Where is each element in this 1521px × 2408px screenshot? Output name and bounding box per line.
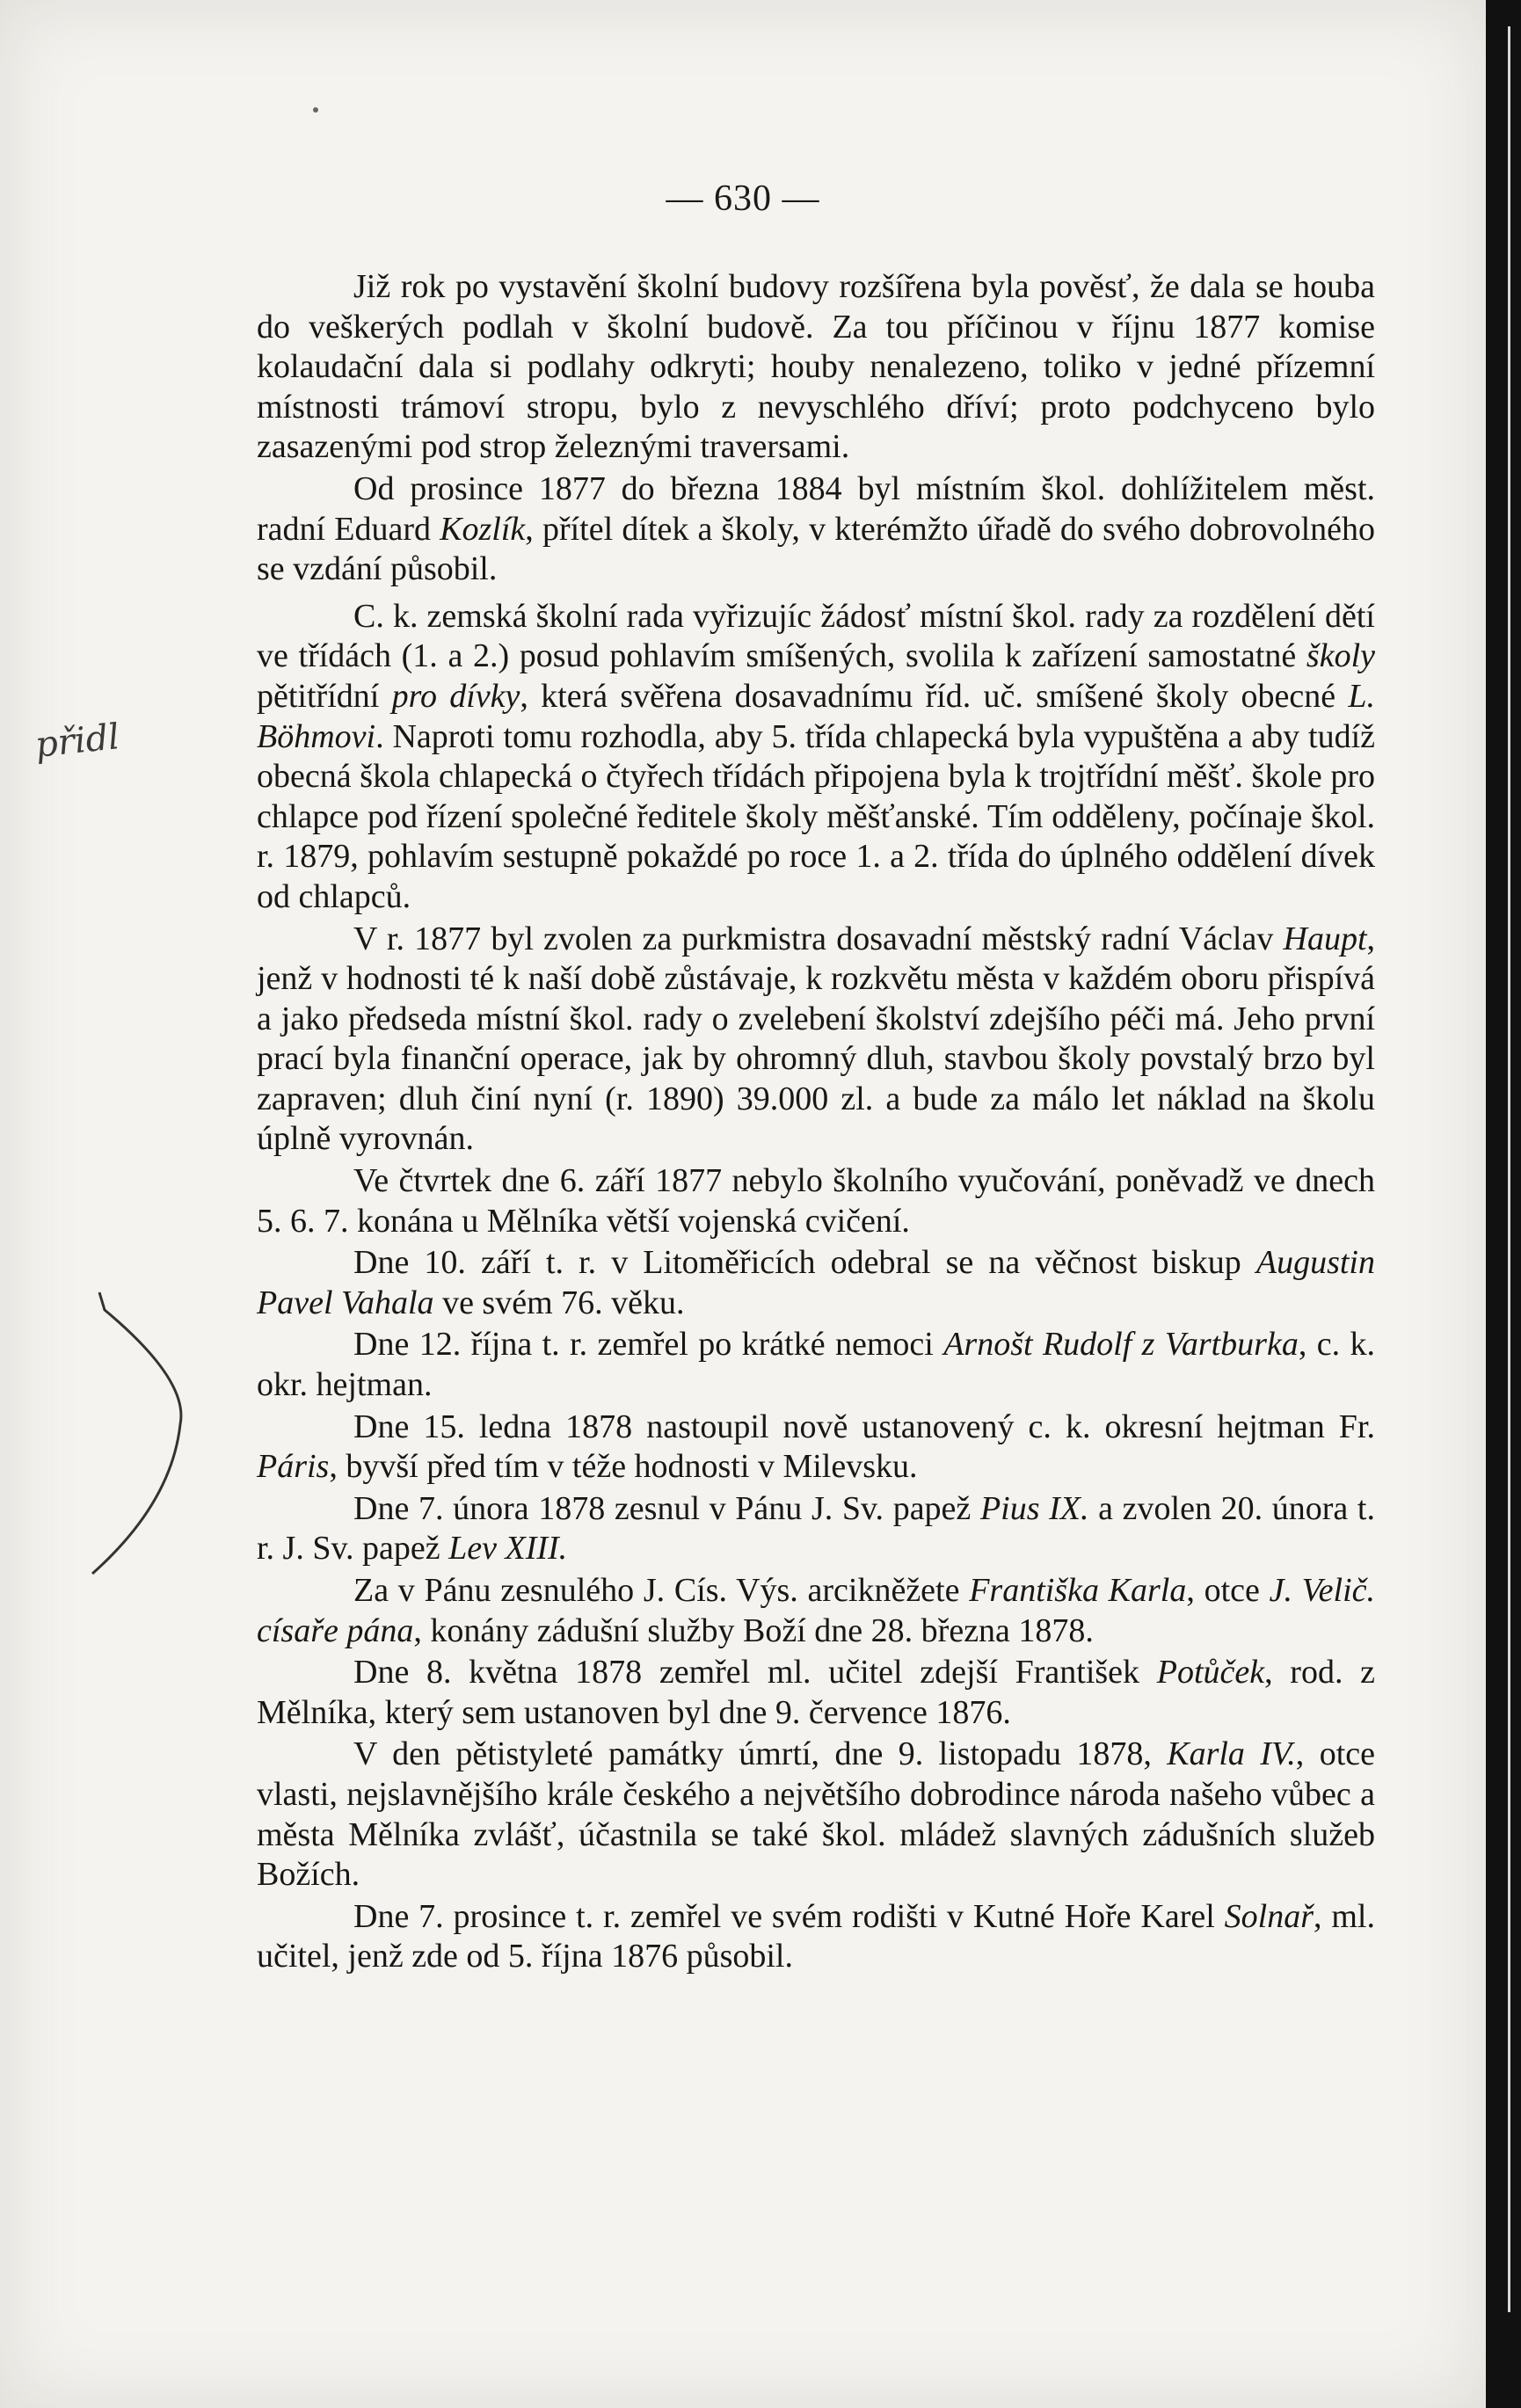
text-run: Dne 8. května 1878 zemřel ml. učitel zdejší František bbox=[353, 1654, 1157, 1691]
paragraph bbox=[257, 1408, 1375, 1488]
italic-name: pro dívky bbox=[391, 677, 520, 715]
text-run: , c. k. okr. hejtman. bbox=[257, 1326, 1375, 1404]
italic-name: Františka Karla bbox=[969, 1572, 1187, 1609]
text-run: pětitřídní bbox=[257, 677, 392, 715]
text-run: . Naproti tomu rozhodla, aby 5. třída chlapecká byla vypuštěna a aby tudíž obecná škola chlapecká o čtyřech třídách připojena byla k trojtřídní měšť. škole pro chlapce pod řízení společné ředitele školy měšťanské. Tím odděleny, počínaje škol. r. 1879, pohlavím sestupně pokaždé po roce 1. a 2. třída do úplného oddělení dívek od chlapců. bbox=[257, 717, 1375, 915]
italic-name: Solnař bbox=[1224, 1897, 1314, 1935]
paragraph bbox=[257, 1325, 1375, 1405]
italic-name: Karla IV. bbox=[1167, 1735, 1296, 1773]
paragraph bbox=[257, 1489, 1375, 1569]
text-run: V den pětistyleté památky úmrtí, dne 9. listopadu 1878, bbox=[353, 1735, 1168, 1773]
scan-edge-line bbox=[1508, 26, 1510, 2312]
text-run: , rod. z Mělníka, který sem ustanoven byl dne 9. července 1876. bbox=[257, 1654, 1376, 1731]
italic-name: školy bbox=[1306, 637, 1375, 675]
text-run: , která svěřena dosavadnímu říd. uč. smíšené školy obecné bbox=[520, 677, 1349, 715]
text-run: Dne 7. prosince t. r. zemřel ve svém rodišti v Kutné Hoře Karel bbox=[353, 1897, 1225, 1935]
text-run: , otce bbox=[1186, 1572, 1270, 1609]
paragraph bbox=[257, 267, 1375, 468]
italic-name: Arnošt Rudolf z Vartburka bbox=[943, 1326, 1299, 1364]
text-run: Ve čtvrtek dne 6. září 1877 nebylo školního vyučování, poněvadž ve dnech 5. 6. 7. konána u Mělníka větší vojenská cvičení. bbox=[257, 1162, 1375, 1240]
italic-name: Potůček bbox=[1156, 1654, 1265, 1691]
page-number: — 630 — bbox=[666, 178, 820, 219]
paragraph bbox=[257, 1571, 1375, 1651]
text-run: , otce vlasti, nejslavnějšího krále českého a největšího dobrodince národa našeho vůbec a města Mělníka zvlášť, účastnila se také škol. mládež slavných zádušních služeb Božích. bbox=[257, 1735, 1375, 1894]
text-run: Od prosince 1877 do března 1884 byl místním škol. dohlížitelem měst. radní Eduard bbox=[257, 469, 1375, 548]
scan-edge bbox=[1486, 0, 1521, 2408]
text-run: Dne 10. září t. r. v Litoměřicích odebral se na věčnost biskup bbox=[353, 1244, 1256, 1282]
italic-name: Kozlík bbox=[440, 510, 526, 548]
text-run: Za v Pánu zesnulého J. Cís. Výs. arcikněžete bbox=[353, 1572, 970, 1609]
margin-bracket-mark bbox=[84, 1275, 198, 1591]
italic-name: Haupt bbox=[1283, 920, 1367, 957]
handwritten-margin-note: přidl bbox=[33, 717, 122, 766]
text-run: , byvší před tím v téže hodnosti v Milevsku. bbox=[329, 1448, 918, 1486]
document-body bbox=[257, 267, 1375, 1977]
text-run: , ml. učitel, jenž zde od 5. října 1876 působil. bbox=[257, 1897, 1375, 1975]
text-run: a zvolen 20. února t. r. J. Sv. papež bbox=[257, 1489, 1375, 1568]
paragraph bbox=[257, 1897, 1375, 1977]
italic-name: Páris bbox=[257, 1448, 330, 1486]
text-run: C. k. zemská školní rada vyřizujíc žádosť místní škol. rady za rozdělení dětí ve třídách (1. a 2.) posud pohlavím smíšených, svolila k zařízení samostatné bbox=[257, 597, 1375, 675]
paragraph bbox=[257, 1653, 1375, 1733]
italic-name: Lev XIII. bbox=[448, 1530, 568, 1568]
paragraph bbox=[257, 1243, 1375, 1323]
text-run: ve svém 76. věku. bbox=[433, 1284, 685, 1321]
text-run: Dne 15. ledna 1878 nastoupil nově ustanovený c. k. okresní hejtman Fr. bbox=[353, 1408, 1375, 1445]
italic-name: Pius IX. bbox=[979, 1489, 1089, 1527]
text-run: Již rok po vystavění školní budovy rozšířena byla pověsť, že dala se houba do veškerých podlah v školní budově. Za tou příčinou v říjnu 1877 komise kolaudační dala si podlahy odkryti; houby nenalezeno, toliko v jedné přízemní místnosti trámoví stropu, bylo z nevyschlého dříví; proto podchyceno bylo zasazenými pod strop železnými traversami. bbox=[257, 268, 1375, 466]
text-run: , přítel dítek a školy, v kterémžto úřadě do svého dobrovolného se vzdání působil. bbox=[257, 510, 1376, 588]
paragraph bbox=[257, 1161, 1375, 1241]
text-run: Dne 7. února 1878 zesnul v Pánu J. Sv. papež bbox=[353, 1489, 980, 1527]
text-run: Dne 12. října t. r. zemřel po krátké nemoci bbox=[353, 1326, 944, 1364]
text-run: , jenž v hodnosti té k naší době zůstávaje, k rozkvětu města v každém oboru přispívá a jako předseda místní škol. rady o zvelebení školství zdejšího péči má. Jeho první prací byla finanční operace, jak by ohromný dluh, stavbou školy povstalý brzo byl zapraven; dluh činí nyní (r. 1890) 39.000 zl. a bude za málo let náklad na školu úplně vyrovnán. bbox=[257, 920, 1375, 1158]
italic-name: J. Velič. císaře pána bbox=[257, 1572, 1376, 1649]
scan-speck bbox=[313, 107, 318, 113]
text-run: V r. 1877 byl zvolen za purkmistra dosavadní městský radní Václav bbox=[353, 920, 1284, 957]
italic-name: Augustin Pavel Vahala bbox=[257, 1244, 1375, 1321]
paragraph bbox=[257, 920, 1375, 1160]
paragraph bbox=[257, 469, 1375, 590]
paragraph bbox=[257, 1735, 1375, 1895]
italic-name: L. Böhmovi bbox=[257, 677, 1375, 755]
paragraph bbox=[257, 597, 1375, 918]
text-run: , konány zádušní služby Boží dne 28. března 1878. bbox=[413, 1611, 1094, 1649]
